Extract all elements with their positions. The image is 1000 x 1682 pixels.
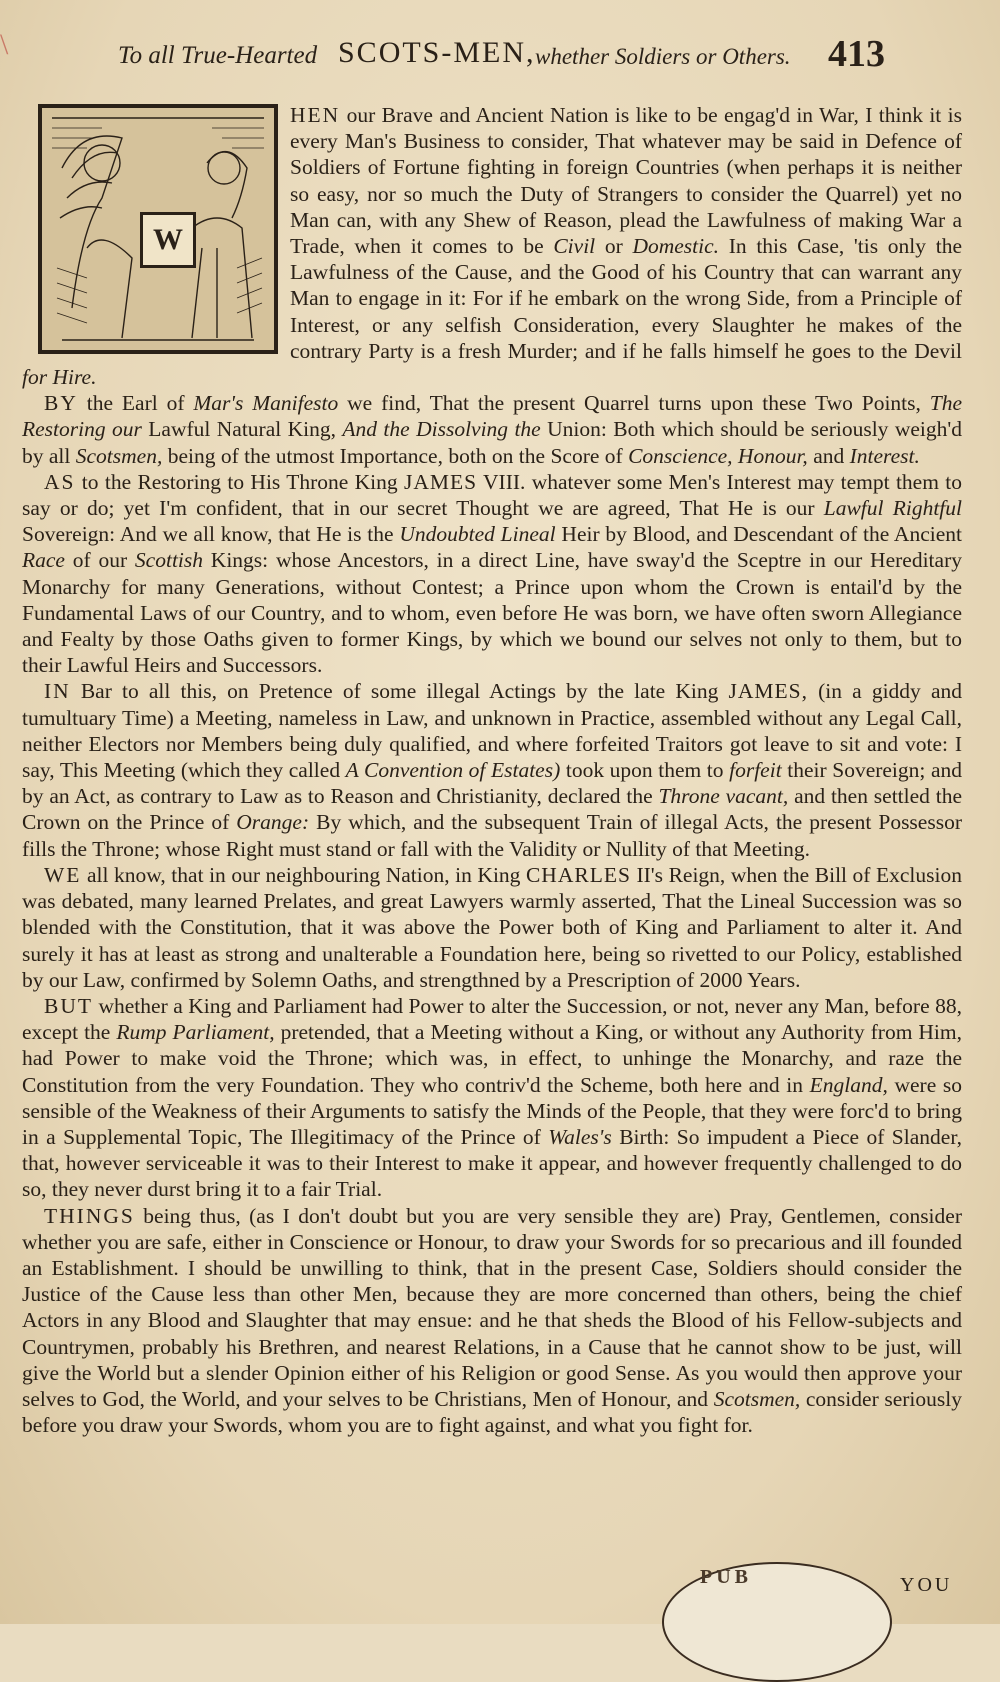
catchword: YOU [900, 1574, 953, 1596]
text-run: to the Restoring to His Throne King [75, 469, 404, 494]
header-title-part-1: To all True-Hearted [118, 42, 318, 69]
text-run: Lawful Rightful [823, 496, 962, 521]
text-run: the Earl of [77, 391, 194, 416]
text-run: Wales's [548, 1124, 612, 1149]
paragraph [22, 1203, 962, 1439]
text-run: Lawful Natural King, [141, 417, 343, 442]
text-run: we find, That the present Quarrel turns upon these Two Points, [338, 391, 930, 416]
paragraph [22, 390, 962, 469]
text-run: Rump Parliament, [116, 1020, 275, 1045]
text-run: whether a King and Parliament had Power to alter the Succession, or not, never any Man, before 88, except the [22, 993, 962, 1045]
text-run: JAMES [403, 469, 478, 494]
paragraph-lead-word: THINGS [44, 1203, 135, 1228]
paragraph [22, 469, 962, 679]
text-run: all know, that in our neighbouring Nation, in King [81, 862, 526, 887]
text-run: Union: Both which should be seriously weigh'd by all [22, 417, 962, 468]
text-run: A Convention of Estates) [345, 758, 561, 783]
paragraph-lead-word: AS [44, 469, 76, 494]
text-run: Orange: [236, 810, 310, 835]
text-run: our Brave and Ancient Nation is like to be engag'd in War, I think it is every Man's Business to consider, That whatever may be said in Defence of Soldiers of Fortune fighting in foreign Countries (when perhaps it is neither so easy, nor so much the Duty of Strangers to consider the Quarrel) yet no Man can, with any Shew of Reason, plead the Lawfulness of making War a Trade, when it comes to be [290, 103, 962, 259]
paragraph [22, 993, 962, 1203]
text-run: or [595, 234, 633, 259]
text-run: VIII. whatever some Men's Interest may tempt them to say or do; yet I'm confident, that in our secret Thought we are agreed, That He is our [22, 469, 962, 521]
red-stamp-mark: \ [0, 28, 9, 61]
paragraph-lead-word: BUT [44, 993, 93, 1018]
text-run: pretended, that a Meeting without a King, or without any Authority from Him, had Power to make void the Throne; which was, in effect, to unhinge the Monarchy, and raze the Constitution from the very Foundation. They who contriv'd the Scheme, both here and in [22, 1020, 962, 1097]
text-run: Scotsmen, [713, 1386, 801, 1411]
text-run: for Hire. [22, 365, 97, 390]
paragraph-lead-word: HEN [290, 103, 341, 127]
page-header [100, 32, 910, 88]
text-run: of our [64, 548, 135, 573]
text-run: Mar's Manifesto [193, 391, 339, 416]
paragraph-lead-word: BY [44, 391, 78, 416]
text-run: Heir by Blood, and Descendant of the Ancient [555, 522, 962, 547]
text-run: And the Dissolving the [342, 417, 541, 442]
text-run: Throne vacant, [658, 784, 789, 809]
text-run: England, [809, 1072, 888, 1097]
paragraph [22, 678, 962, 861]
text-run: and then settled the Crown on the Prince of [22, 784, 962, 835]
text-run: Scotsmen, [75, 443, 163, 468]
text-run: Domestic. [632, 234, 720, 259]
text-run: Interest. [849, 443, 920, 468]
library-stamp-text: PUB [700, 1566, 752, 1588]
text-run: took upon them to [560, 758, 730, 783]
text-run: Undoubted Lineal [399, 522, 556, 547]
body-text [22, 102, 962, 1438]
paragraph [22, 862, 962, 993]
text-run: were so sensible of the Weakness of their Arguments to satisfy the Minds of the People, that they were forc'd to bring in a Supplemental Topic, The Illegitimacy of the Prince of [22, 1072, 962, 1149]
text-run: (in a giddy and tumultuary Time) a Meeting, nameless in Law, and unknown in Practice, assembled without any Legal Call, neither Electors nor Members being duly qualified, and where forfeited Traitors got leave to sit and vote: I say, This Meeting (which they called [22, 679, 962, 783]
header-title-part-2: SCOTS-MEN, [338, 36, 536, 69]
text-run: Bar to all this, on Pretence of some illegal Actings by the late King [70, 679, 729, 704]
text-run: In this Case, 'tis only the Lawfulness of the Cause, and the Good of his Country that can warrant any Man to engage in it: For if he embark on the wrong Side, from a Principle of Interest, or any selfish Consideration, every Slaughter he makes of the contrary Party is a fresh Murder; and if he falls himself he goes to the Devil [290, 234, 962, 363]
text-run: JAMES, [728, 679, 808, 704]
text-run: Birth: So impudent a Piece of Slander, that, however serviceable it was to their Interest to make it appear, and however frequently challenged to do so, they never durst bring it to a fair Trial. [22, 1124, 962, 1202]
text-run: Civil [553, 234, 596, 259]
text-run: By which, and the subsequent Train of illegal Acts, the present Possessor fills the Throne; whose Right must stand or fall with the Validity or Nullity of that Meeting. [22, 810, 962, 861]
text-run: II's Reign, when the Bill of Exclusion was debated, many learned Prelates, and great Lawyers warmly asserted, That the Lineal Succession was so blended with the Constitution, that it was above the Power both of King and Parliament to alter it. And surely it has at least as strong and unalterable a Foundation here, being so rivetted to our Policy, established by our Law, confirmed by Solemn Oaths, and strengthned by a Prescription of 2000 Years. [22, 862, 962, 992]
text-run: CHARLES [525, 862, 631, 887]
text-run: consider seriously before you draw your Swords, whom you are to fight against, and what you fight for. [22, 1386, 962, 1438]
text-run: being thus, (as I don't doubt but you are very sensible they are) Pray, Gentlemen, consider whether you are safe, either in Conscience or Honour, to draw your Swords for so precarious and ill founded an Establishment. I should be unwilling to think, that in the present Case, Soldiers should consider the Justice of the Cause less than other Men, because they are more concerned than others, being the chief Actors in any Blood and Slaughter that may ensue: and he that sheds the Blood of his Fellow-subjects and Countrymen, probably his Brethren, and nearest Relations, in a Cause that he cannot show to be just, will give the World but a slender Opinion either of his Religion or good Sense. As you would then approve your selves to God, the World, and your selves to be Christians, Men of Honour, and [22, 1203, 962, 1411]
text-run: their Sovereign; and by an Act, as contrary to Law as to Reason and Christianity, declared the [22, 758, 963, 809]
text-run: being of the utmost Importance, both on the Score of [162, 443, 629, 468]
text-run: and [807, 443, 850, 468]
text-run: The Restoring our [22, 391, 963, 442]
text-run: Race [22, 548, 65, 573]
text-run: Scottish [134, 548, 204, 573]
text-run: Kings: whose Ancestors, in a direct Line, have sway'd the Sceptre in our Hereditary Monarchy for many Generations, without Contest; a Prince upon whom the Crown is entail'd by the Fundamental Laws of our Country, and to whom, even before He was born, we have often sworn Allegiance and Fealty by those Oaths given to former Kings, by which we bound our selves not only to them, but to their Lawful Heirs and Successors. [22, 548, 962, 678]
text-run: Conscience, Honour, [628, 443, 808, 468]
page-number: 413 [828, 33, 885, 75]
text-run: Sovereign: And we all know, that He is the [22, 522, 400, 547]
paragraph-lead-word: IN [44, 679, 71, 704]
library-stamp-seal [662, 1562, 892, 1682]
header-title-part-3: whether Soldiers or Others. [535, 44, 791, 69]
text-run: forfeit [729, 758, 782, 783]
drop-initial-letter: W [140, 212, 196, 268]
paragraph-lead-word: WE [44, 862, 82, 887]
